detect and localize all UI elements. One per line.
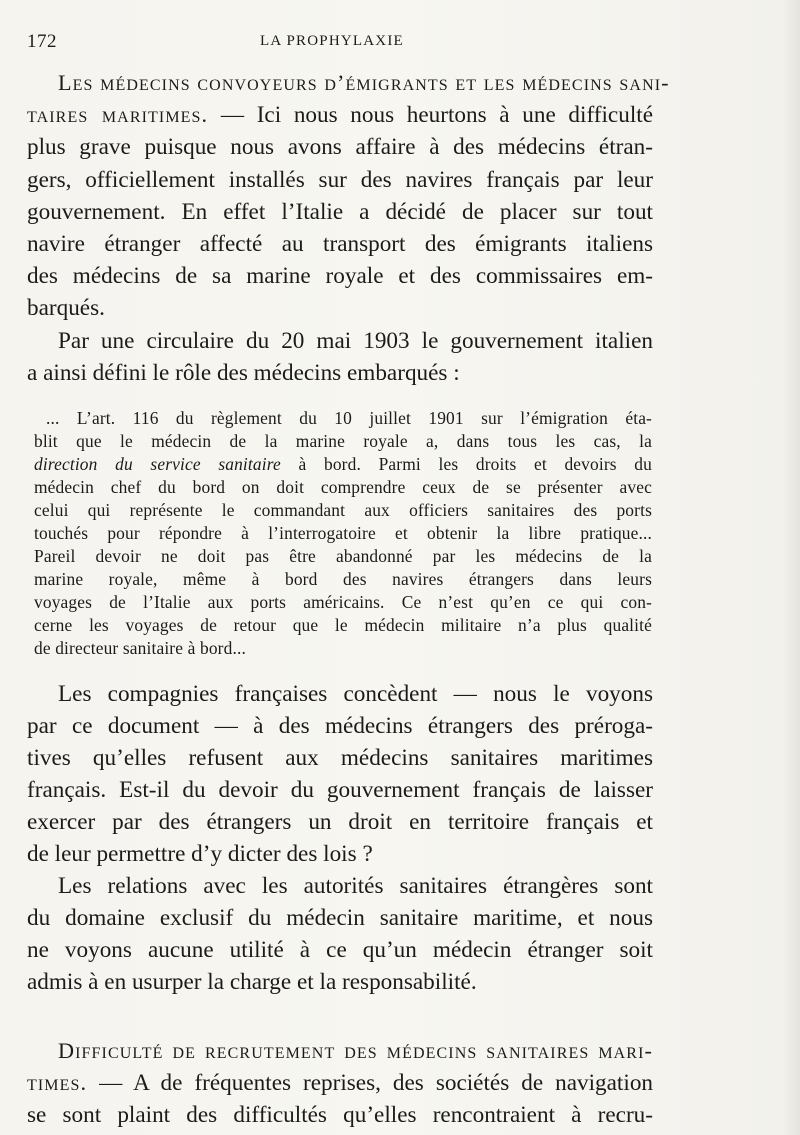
paragraph-line: Les relations avec les autorités sanitaires étrangères sont <box>58 873 653 899</box>
quote-line: celui qui représente le commandant aux officiers sanitaires des ports <box>34 500 652 520</box>
paragraph-line: barqués. <box>27 295 105 321</box>
quote-line: marine royale, même à bord des navires étrangers dans leurs <box>34 569 652 589</box>
page-number: 172 <box>27 31 57 52</box>
paragraph-line: a ainsi défini le rôle des médecins embarqués : <box>27 360 460 386</box>
quote-text: à bord. Parmi les droits et devoirs du <box>280 454 653 474</box>
quote-line <box>34 453 652 476</box>
paragraph-line: Par une circulaire du 20 mai 1903 le gouvernement italien <box>58 328 653 354</box>
paragraph-line: ne voyons aucune utilité à ce qu’un médecin étranger soit <box>27 937 653 963</box>
paragraph-line: du domaine exclusif du médecin sanitaire maritime, et nous <box>27 905 653 931</box>
quote-emphasis: direction du service sanitaire <box>34 454 281 474</box>
paragraph-line: par ce document — à des médecins étrangers des préroga- <box>27 713 653 739</box>
paragraph-line: exercer par des étrangers un droit en territoire français et <box>27 809 653 835</box>
paragraph-line: gouvernement. En effet l’Italie a décidé de placer sur tout <box>27 199 653 225</box>
section-heading-2-smallcaps: times. <box>27 1070 88 1095</box>
quote-line: ... L’art. 116 du règlement du 10 juillet 1901 sur l’émigration éta- <box>46 408 652 428</box>
quote-line: voyages de l’Italie aux ports américains. Ce n’est qu’en ce qui con- <box>34 592 652 612</box>
quote-line: blit que le médecin de la marine royale a, dans tous les cas, la <box>34 431 652 451</box>
section-heading-2-line-1: Difficulté de recrutement des médecins sanitaires mari- <box>58 1038 653 1063</box>
paragraph-line: Les compagnies françaises concèdent — nous le voyons <box>58 681 653 707</box>
quote-line: Pareil devoir ne doit pas être abandonné par les médecins de la <box>34 546 652 566</box>
quote-line: cerne les voyages de retour que le médecin militaire n’a plus qualité <box>34 615 652 635</box>
paragraph-line: plus grave puisque nous avons affaire à des médecins étran- <box>27 134 653 160</box>
running-head <box>27 31 657 57</box>
paragraph-line: navire étranger affecté au transport des émigrants italiens <box>27 231 653 257</box>
paragraph-line: admis à en usurper la charge et la responsabilité. <box>27 969 477 995</box>
section-heading-1-line-2 <box>27 100 653 130</box>
paragraph-line: de leur permettre d’y dicter des lois ? <box>27 841 373 867</box>
section-heading-2-line-2 <box>27 1068 653 1098</box>
running-title: LA PROPHYLAXIE <box>260 33 404 49</box>
paragraph-line: des médecins de sa marine royale et des commissaires em- <box>27 263 653 289</box>
section-heading-1-smallcaps: taires maritimes. <box>27 102 209 127</box>
section-heading-1-line-1: Les médecins convoyeurs d’émigrants et les médecins sani- <box>58 70 670 95</box>
quote-line: touchés pour répondre à l’interrogatoire et obtenir la libre pratique... <box>34 523 652 543</box>
paragraph-line: gers, officiellement installés sur des navires français par leur <box>27 167 653 193</box>
page-edge-shadow <box>782 0 800 1135</box>
paragraph-line: français. Est-il du devoir du gouvernement français de laisser <box>27 777 653 803</box>
quote-line: médecin chef du bord on doit comprendre ceux de se présenter avec <box>34 477 652 497</box>
paragraph-line: se sont plaint des difficultés qu’elles rencontraient à recru- <box>27 1102 653 1128</box>
section-heading-2-text: — A de fréquentes reprises, des sociétés de navigation <box>99 1070 654 1096</box>
section-heading-1-text: — Ici nous nous heurtons à une difficulté <box>220 102 653 128</box>
paragraph-line: tives qu’elles refusent aux médecins sanitaires maritimes <box>27 745 653 771</box>
quote-line: de directeur sanitaire à bord... <box>34 638 246 658</box>
